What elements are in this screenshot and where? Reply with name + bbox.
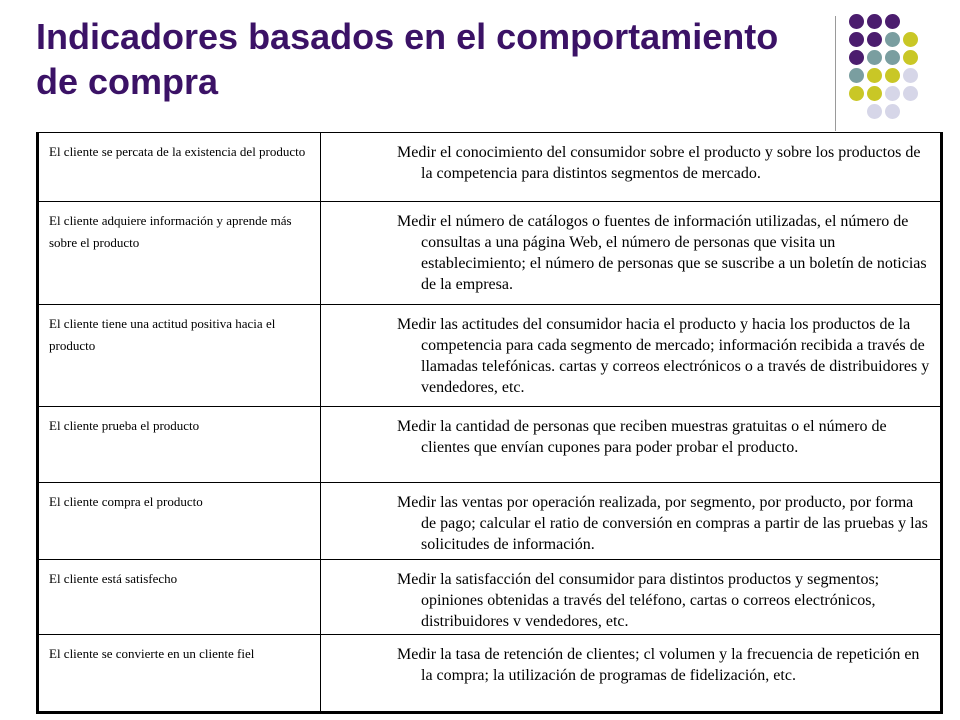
- decorative-dot: [867, 68, 882, 83]
- table-row: [38, 133, 942, 202]
- decorative-dot: [903, 68, 918, 83]
- indicator-text: Medir las actitudes del consumidor hacia el producto y hacia los productos de la competencia para cada segmento de mercado; información recibida a través de llamadas telefónicas. cartas y correos electrónicos o a través de distribuidores y vendedores, etc.: [397, 316, 930, 396]
- decorative-dot: [867, 86, 882, 101]
- indicator-text: Medir las ventas por operación realizada, por segmento, por producto, por forma de pago; calcular el ratio de conversión en compras a partir de las pruebas y las solicitudes de información.: [397, 494, 928, 553]
- indicator-cell: [321, 407, 942, 483]
- indicator-text: Medir el número de catálogos o fuentes de información utilizadas, el número de consultas a una página Web, el número de personas que visita un establecimiento; el número de personas que se suscribe a un boletín de noticias de la empresa.: [397, 213, 927, 293]
- indicator-cell: [321, 133, 942, 202]
- decorative-dot: [903, 32, 918, 47]
- stage-cell: El cliente se percata de la existencia del producto: [38, 133, 321, 202]
- indicator-text: Medir el conocimiento del consumidor sobre el producto y sobre los productos de la competencia para distintos segmentos de mercado.: [397, 144, 921, 182]
- indicator-text: Medir la tasa de retención de clientes; cl volumen y la frecuencia de repetición en la compra; la utilización de programas de fidelización, etc.: [397, 646, 920, 684]
- decorative-dot: [867, 32, 882, 47]
- decorative-dot: [867, 50, 882, 65]
- stage-cell: El cliente compra el producto: [38, 483, 321, 560]
- decorative-dot: [903, 50, 918, 65]
- table-row: [38, 635, 942, 713]
- stage-cell: El cliente tiene una actitud positiva hacia el producto: [38, 305, 321, 407]
- decorative-dot: [885, 86, 900, 101]
- decorative-dot: [885, 68, 900, 83]
- slide-title: Indicadores basados en el comportamiento de compra: [36, 16, 779, 102]
- stage-cell: El cliente se convierte en un cliente fiel: [38, 635, 321, 713]
- decorative-dot: [885, 32, 900, 47]
- decorative-dot: [849, 86, 864, 101]
- table-row: [38, 202, 942, 305]
- stage-cell: El cliente prueba el producto: [38, 407, 321, 483]
- indicator-cell: [321, 202, 942, 305]
- decorative-dot: [885, 50, 900, 65]
- table-row: [38, 560, 942, 635]
- decorative-dot: [849, 14, 864, 29]
- decorative-dot: [849, 32, 864, 47]
- decorative-dot: [867, 14, 882, 29]
- indicator-cell: [321, 483, 942, 560]
- stage-cell: El cliente adquiere información y aprende más sobre el producto: [38, 202, 321, 305]
- indicators-table: [36, 132, 943, 714]
- decorative-divider: [835, 16, 836, 131]
- decorative-dot: [867, 104, 882, 119]
- indicator-text: Medir la satisfacción del consumidor para distintos productos y segmentos; opiniones obtenidas a través del teléfono, cartas o correos electrónicos, distribuidores v vendedores, etc.: [397, 571, 880, 630]
- decorative-dot: [903, 86, 918, 101]
- decorative-dot: [885, 104, 900, 119]
- stage-cell: El cliente está satisfecho: [38, 560, 321, 635]
- indicator-cell: [321, 305, 942, 407]
- decorative-dot: [849, 68, 864, 83]
- indicator-text: Medir la cantidad de personas que reciben muestras gratuitas o el número de clientes que envían cupones para poder probar el producto.: [397, 418, 887, 456]
- table-row: [38, 483, 942, 560]
- table-row: [38, 407, 942, 483]
- decorative-dot: [885, 14, 900, 29]
- table-row: [38, 305, 942, 407]
- decorative-dot: [849, 50, 864, 65]
- indicator-cell: [321, 560, 942, 635]
- indicator-cell: [321, 635, 942, 713]
